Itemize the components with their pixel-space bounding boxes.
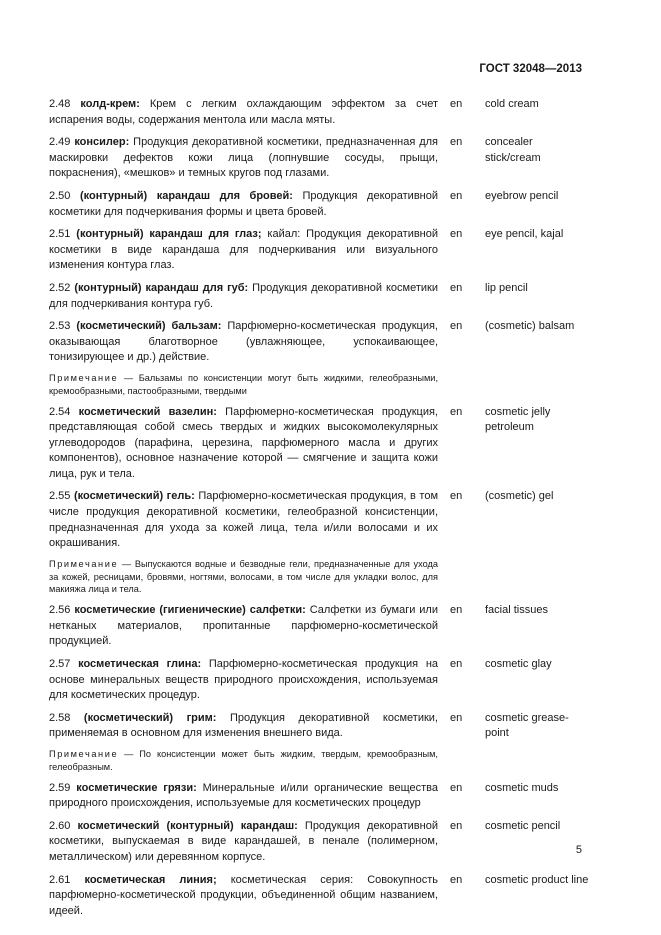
term-definition: [49, 319, 438, 366]
term-definition: [49, 781, 438, 812]
term-number: 2.50: [49, 189, 71, 202]
term-entry: [49, 657, 589, 704]
term-number: 2.52: [49, 281, 71, 294]
term-definition: [49, 281, 438, 312]
term-number: 2.49: [49, 136, 71, 149]
english-equivalent: cosmetic product line: [485, 873, 589, 886]
term-note: [49, 372, 438, 398]
term-entry: [49, 603, 589, 650]
term-entry: [49, 97, 589, 128]
term-name: (косметический) бальзам:: [76, 320, 222, 333]
term-text: Парфюмерно-косметическая продукция, в том числе продукция декоративной косметики, гелеобразной консистенции, предназначенная для ухода за кожей лица, тела и/или волосами и их окрашивания.: [49, 490, 439, 550]
term-text: Крем с легким охлаждающим эффектом за счет испарения воды, содержания ментола или масла мяты.: [49, 98, 438, 126]
english-equivalent: concealer stick/cream: [485, 136, 541, 164]
term-entry: [49, 281, 589, 312]
term-text: Продукция декоративной косметики, применяемая в основном для изменения внешнего вида.: [49, 711, 438, 740]
term-name: (контурный) карандаш для глаз;: [76, 228, 262, 241]
english-equivalent: cosmetic muds: [485, 781, 559, 794]
term-definition: [49, 873, 438, 920]
english-equivalent: cosmetic jelly petroleum: [485, 405, 551, 434]
term-name: (косметический) грим:: [83, 711, 217, 724]
term-entry: [49, 319, 589, 366]
term-number: 2.53: [49, 320, 71, 333]
term-text: кайал: Продукция декоративной косметики в виде карандаша для подчеркивания или визуального изменения контура глаз.: [49, 228, 439, 272]
language-code: en: [450, 320, 463, 333]
english-equivalent: cosmetic grease-point: [485, 711, 569, 740]
term-entry: [49, 781, 589, 812]
term-entry: [49, 135, 589, 182]
language-code: en: [450, 819, 463, 832]
english-equivalent: (cosmetic) gel: [485, 490, 554, 503]
note-label: Примечание: [49, 372, 119, 383]
term-definition: [49, 135, 438, 182]
term-entry: [49, 873, 589, 920]
language-code: en: [450, 98, 463, 110]
note-text: — Выпускаются водные и безводные гели, предназначенные для ухода за кожей, ресницами, бровями, ногтями, волосами, в том числе для укладки волос, для макияжа лица и тела.: [49, 558, 438, 595]
term-name: (контурный) карандаш для губ:: [74, 281, 249, 294]
term-name: косметические (гигиенические) салфетки:: [74, 604, 306, 617]
term-name: (косметический) гель:: [73, 490, 195, 503]
term-number: 2.58: [49, 711, 71, 724]
term-name: косметический (контурный) карандаш:: [77, 819, 298, 832]
language-code: en: [450, 281, 463, 294]
term-definition: [49, 405, 438, 483]
term-note: [49, 558, 438, 596]
term-text: Продукция декоративной косметики, выпускаемая в виде карандашей, в пенале (полимерном, металлическом) или деревянном корпусе.: [49, 819, 438, 863]
english-equivalent: cosmetic glay: [485, 658, 552, 671]
term-definition: [49, 711, 438, 742]
term-number: 2.51: [49, 228, 71, 241]
language-code: en: [450, 873, 463, 886]
term-definition: [49, 227, 438, 274]
language-code: en: [450, 136, 463, 149]
term-text: Продукция декоративной косметики, предназначенная для маскировки дефектов кожи лица (лопнувшие сосуды, прыщи, покраснения), «мешков» и темных кругов под глазами.: [49, 136, 439, 180]
term-number: 2.55: [49, 490, 71, 503]
term-text: Продукция декоративной косметики для подчеркивания контура губ.: [49, 281, 438, 310]
term-entry: [49, 489, 589, 551]
document-header: ГОСТ 32048—2013: [479, 63, 582, 75]
term-text: Парфюмерно-косметическая продукция на основе минеральных веществ природного происхождения, используемая для косметических процедур.: [49, 658, 439, 702]
note-label: Примечание: [49, 748, 119, 759]
page-number: 5: [575, 844, 582, 856]
term-number: 2.56: [49, 604, 71, 617]
note-text: — По консистенции может быть жидким, твердым, кремообразным, гелеобразным.: [49, 748, 438, 772]
term-number: 2.59: [49, 781, 71, 794]
english-equivalent: eyebrow pencil: [485, 189, 559, 202]
term-entry: [49, 227, 589, 274]
language-code: en: [450, 228, 463, 241]
term-number: 2.57: [49, 658, 71, 671]
term-name: колд-крем:: [80, 98, 140, 110]
term-name: косметический вазелин:: [78, 405, 217, 418]
term-number: 2.60: [49, 819, 71, 832]
english-equivalent: lip pencil: [485, 281, 528, 294]
language-code: en: [450, 658, 463, 671]
term-name: косметическая глина:: [78, 658, 202, 671]
term-entry: [49, 405, 589, 483]
terms-list: [49, 97, 589, 926]
term-text: Салфетки из бумаги или нетканых материалов, пропитанные парфюмерно-косметической продукцией.: [49, 604, 438, 648]
language-code: en: [450, 490, 463, 503]
language-code: en: [450, 405, 463, 418]
term-number: 2.48: [49, 98, 71, 110]
term-definition: [49, 603, 438, 650]
term-definition: [49, 657, 438, 704]
english-equivalent: (cosmetic) balsam: [485, 320, 575, 333]
term-definition: [49, 819, 438, 866]
term-text: Продукция декоративной косметики для подчеркивания формы и цвета бровей.: [49, 189, 438, 218]
english-equivalent: cold cream: [485, 98, 539, 110]
term-number: 2.54: [49, 405, 71, 418]
note-label: Примечание: [49, 558, 119, 569]
term-name: консилер:: [74, 136, 130, 149]
term-text: косметическая серия: Совокупность парфюмерно-косметической продукции, объединенной общим названием, идеей.: [49, 873, 438, 917]
language-code: en: [450, 189, 463, 202]
term-name: косметическая линия;: [84, 873, 217, 886]
language-code: en: [450, 604, 463, 617]
term-definition: [49, 189, 438, 220]
term-text: Парфюмерно-косметическая продукция, представляющая собой смесь твердых и жидких высокомолекулярных углеводородов (парафина, церезина, парфюмерного масла и других компонентов), основное назначение которой — смягчение и защита кожи лица, рук и тела.: [49, 405, 438, 480]
english-equivalent: eye pencil, kajal: [485, 228, 564, 241]
term-name: (контурный) карандаш для бровей:: [79, 189, 293, 202]
note-text: — Бальзамы по консистенции могут быть жидкими, гелеобразными, кремообразными, пастообразными, твердыми: [49, 372, 438, 396]
language-code: en: [450, 711, 463, 724]
term-definition: [49, 97, 438, 128]
term-text: Минеральные и/или органические вещества природного происхождения, используемые для косметических процедур: [49, 781, 439, 810]
term-number: 2.61: [49, 873, 71, 886]
english-equivalent: cosmetic pencil: [485, 819, 561, 832]
term-entry: [49, 711, 589, 742]
term-definition: [49, 489, 438, 551]
term-name: косметические грязи:: [76, 781, 197, 794]
term-text: Парфюмерно-косметическая продукция, оказывающая благотворное (увлажняющее, успокаивающее, тонизирующее и др.) действие.: [49, 320, 438, 364]
language-code: en: [450, 781, 463, 794]
term-entry: [49, 819, 589, 866]
term-note: [49, 748, 438, 774]
term-entry: [49, 189, 589, 220]
english-equivalent: facial tissues: [485, 604, 548, 617]
